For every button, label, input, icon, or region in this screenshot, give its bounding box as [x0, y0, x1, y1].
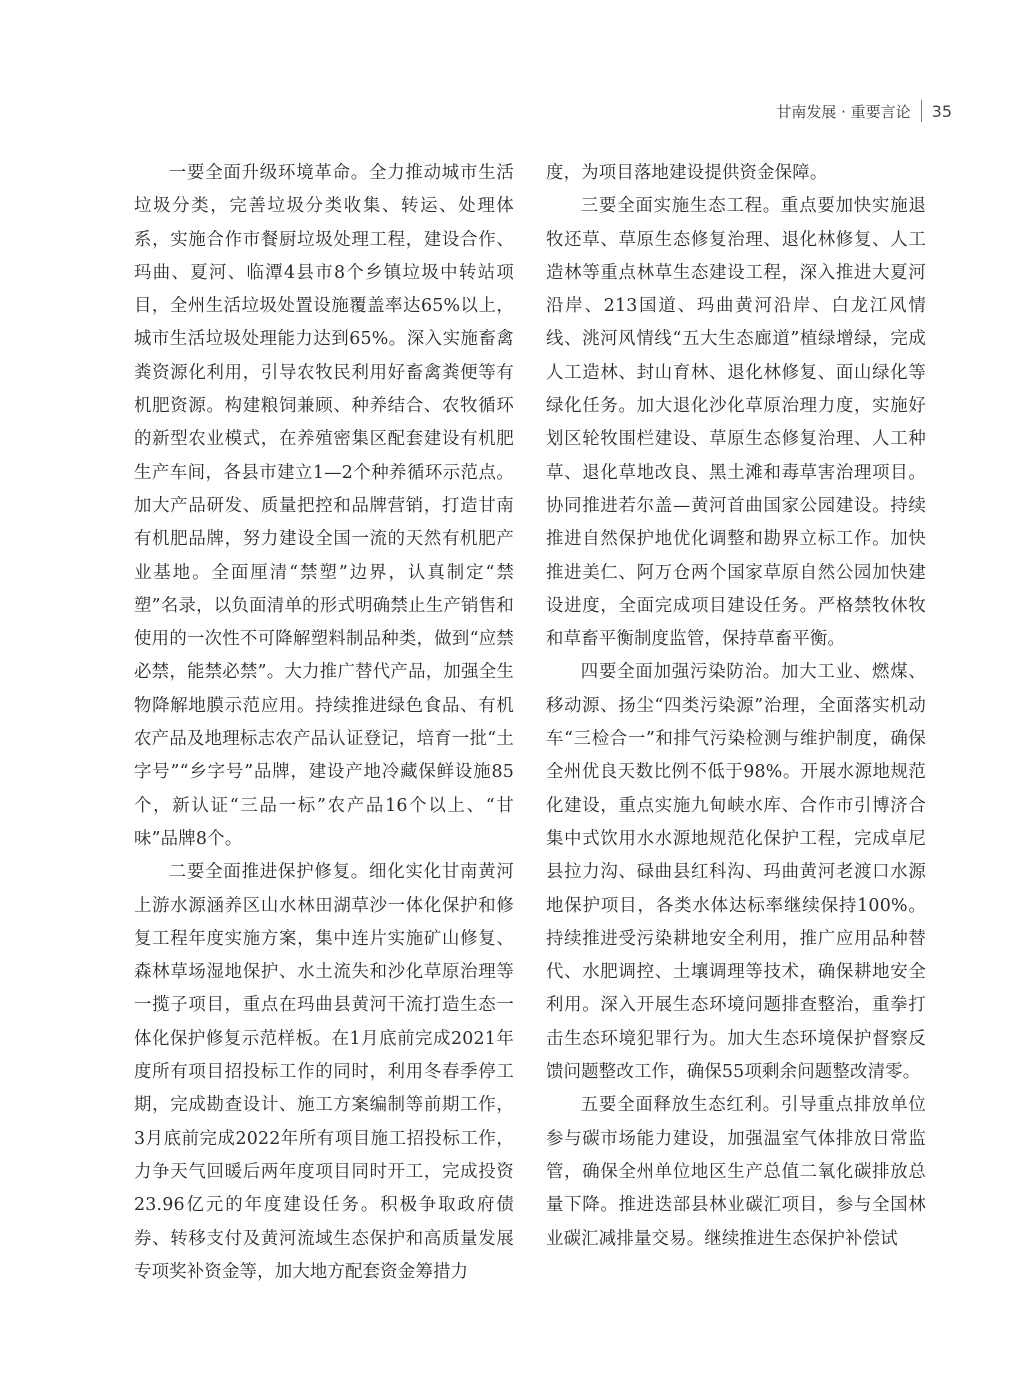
page-number: 35 — [931, 101, 952, 121]
left-column — [134, 157, 514, 1289]
header-divider — [921, 100, 922, 122]
paragraph-ecological-dividend: 五要全面释放生态红利。引导重点排放单位参与碳市场能力建设，加强温室气体排放日常监管，确保全州单位地区生产总值二氧化碳排放总量下降。推进迭部县林业碳汇项目，参与全国林业碳汇减排量交易。继续推进生态保护补偿试 — [546, 1095, 926, 1249]
running-header — [776, 100, 952, 122]
right-column — [546, 157, 926, 1256]
paragraph-protection-restoration: 二要全面推进保护修复。细化实化甘南黄河上游水源涵养区山水林田湖草沙一体化保护和修复工程年度实施方案，集中连片实施矿山修复、森林草场湿地保护、水土流失和沙化草原治理等一揽子项目，重点在玛曲县黄河干流打造生态一体化保护修复示范样板。在1月底前完成2021年度所有项目招投标工作的同时，利用冬春季停工期，完成勘查设计、施工方案编制等前期工作，3月底前完成2022年所有项目施工招投标工作，力争天气回暖后两年度项目同时开工，完成投资23.96亿元的年度建设任务。积极争取政府债券、转移支付及黄河流域生态保护和高质量发展专项奖补资金等，加大地方配套资金筹措力 — [134, 862, 514, 1282]
paragraph-continuation: 度，为项目落地建设提供资金保障。 — [546, 163, 828, 183]
section-title: 甘南发展 · 重要言论 — [776, 102, 911, 121]
paragraph-pollution-control: 四要全面加强污染防治。加大工业、燃煤、移动源、扬尘“四类污染源”治理，全面落实机动车“三检合一”和排气污染检测与维护制度，确保全州优良天数比例不低于98%。开展水源地规范化建设，重点实施九甸峡水库、合作市引博济合集中式饮用水水源地规范化保护工程，完成卓尼县拉力沟、碌曲县红科沟、玛曲黄河老渡口水源地保护项目，各类水体达标率继续保持100%。持续推进受污染耕地安全利用，推广应用品种替代、水肥调控、土壤调理等技术，确保耕地安全利用。深入开展生态环境问题排查整治，重拳打击生态环境犯罪行为。加大生态环境保护督察反馈问题整改工作，确保55项剩余问题整改清零。 — [546, 662, 926, 1083]
paragraph-ecological-projects: 三要全面实施生态工程。重点要加快实施退牧还草、草原生态修复治理、退化林修复、人工造林等重点林草生态建设工程，深入推进大夏河沿岸、213国道、玛曲黄河沿岸、白龙江风情线、洮河风情线“五大生态廊道”植绿增绿，完成人工造林、封山育林、退化林修复、面山绿化等绿化任务。加大退化沙化草原治理力度，实施好划区轮牧围栏建设、草原生态修复治理、人工种草、退化草地改良、黑土滩和毒草害治理项目。协同推进若尔盖—黄河首曲国家公园建设。持续推进自然保护地优化调整和勘界立标工作。加快推进美仁、阿万仓两个国家草原自然公园加快建设进度，全面完成项目建设任务。严格禁牧休牧和草畜平衡制度监管，保持草畜平衡。 — [546, 196, 926, 650]
paragraph-environment-revolution: 一要全面升级环境革命。全力推动城市生活垃圾分类，完善垃圾分类收集、转运、处理体系，实施合作市餐厨垃圾处理工程，建设合作、玛曲、夏河、临潭4县市8个乡镇垃圾中转站项目，全州生活垃圾处置设施覆盖率达65%以上，城市生活垃圾处理能力达到65%。深入实施畜禽粪资源化利用，引导农牧民利用好畜禽粪便等有机肥资源。构建粮饲兼顾、种养结合、农牧循环的新型农业模式，在养殖密集区配套建设有机肥生产车间，各县市建立1—2个种养循环示范点。加大产品研发、质量把控和品牌营销，打造甘南有机肥品牌，努力建设全国一流的天然有机肥产业基地。全面厘清“禁塑”边界，认真制定“禁塑”名录，以负面清单的形式明确禁止生产销售和使用的一次性不可降解塑料制品种类，做到“应禁必禁，能禁必禁”。大力推广替代产品，加强全生物降解地膜示范应用。持续推进绿色食品、有机农产品及地理标志农产品认证登记，培育一批“土字号”“乡字号”品牌，建设产地冷藏保鲜设施85个，新认证“三品一标”农产品16个以上、“甘味”品牌8个。 — [134, 163, 514, 849]
